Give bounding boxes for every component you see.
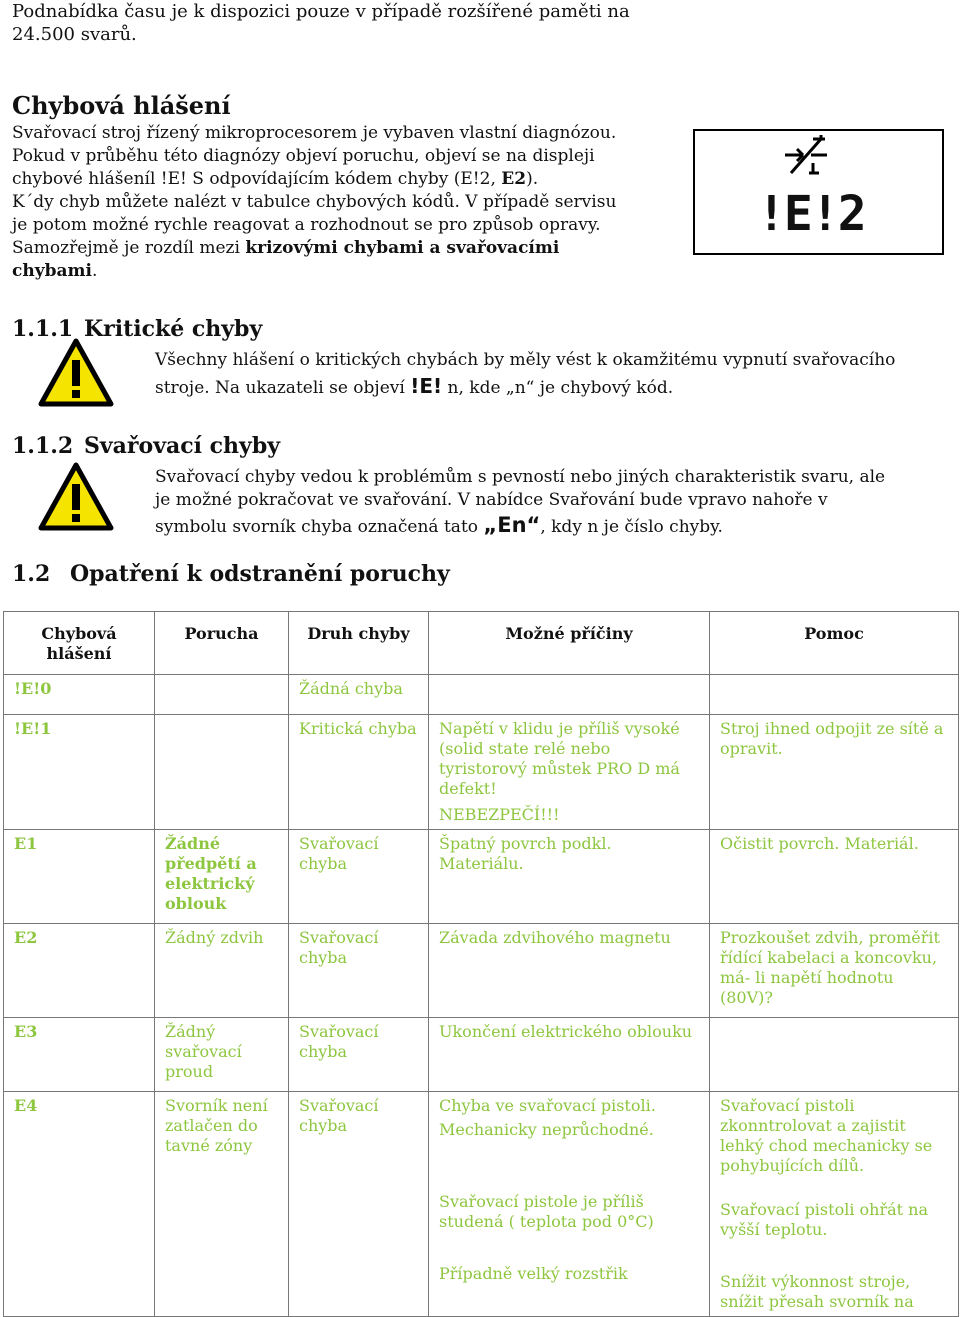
para-line — [12, 237, 624, 260]
para-bold: chybami — [12, 261, 92, 281]
fault-cell — [155, 675, 289, 715]
help-cell: Stroj ihned odpojit ze sítě a opravit. — [710, 715, 959, 830]
para-bold: krizovými chybami a svařovacími — [245, 238, 560, 258]
welding-text — [155, 466, 907, 539]
column-header: Chybová hlášení — [4, 612, 155, 675]
type-cell: Žádná chyba — [289, 675, 429, 715]
type-cell: Svařovací chyba — [289, 1018, 429, 1092]
para-line — [12, 168, 624, 191]
type-cell: Svařovací chyba — [289, 1092, 429, 1317]
cause-text: Případně velký rozstřik — [439, 1264, 628, 1283]
para-bold: E2 — [501, 169, 527, 189]
column-header: Pomoc — [710, 612, 959, 675]
table-row — [4, 924, 959, 1018]
fault-cell: Žádný zdvih — [155, 924, 289, 1018]
heading-title: Kritické chyby — [84, 316, 263, 342]
intro-line: Podnabídka času je k dispozici pouze v případě rozšířené paměti na — [12, 1, 630, 22]
section-title: Chybová hlášení — [12, 91, 231, 120]
note-line — [155, 514, 907, 539]
para-line: K´dy chyb můžete nalézt v tabulce chybových kódů. V případě servisu — [12, 192, 617, 212]
help-text: Svařovací pistoli zkonntrolovat a zajistit lehký chod mechanicky se pohybujících dílů. — [720, 1096, 933, 1175]
cause-cell — [429, 1092, 710, 1317]
remedy-heading — [12, 561, 450, 587]
welding-heading — [12, 433, 280, 459]
column-header: Porucha — [155, 612, 289, 675]
fault-cell: Svorník není zatlačen do tavné zóny — [155, 1092, 289, 1317]
note-text: stroje. Na ukazateli se objeví — [155, 378, 411, 398]
heading-number: 1.1.2 — [12, 433, 74, 459]
cause-cell — [429, 715, 710, 830]
fault-cell — [155, 715, 289, 830]
cause-text: Chyba ve svařovací pistoli. — [439, 1096, 656, 1115]
cause-text: Mechanicky neprůchodné. — [439, 1120, 654, 1139]
note-line: Svařovací chyby vedou k problémům s pevností nebo jiných charakteristik svaru, ale — [155, 467, 886, 487]
note-line: je možné pokračovat ve svařování. V nabídce Svařování bude vpravo nahoře v — [155, 490, 828, 510]
cause-text: Svařovací pistole je příliš studená ( teplota pod 0°C) — [439, 1192, 654, 1231]
help-cell — [710, 1092, 959, 1317]
error-table — [3, 611, 959, 1317]
para-line: je potom možné rychle reagovat a rozhodnout se pro způsob opravy. — [12, 215, 601, 235]
heading-number: 1.1.1 — [12, 316, 74, 342]
warning-icon — [38, 462, 114, 532]
help-text: Svařovací pistoli ohřát na vyšší teplotu. — [720, 1200, 928, 1239]
fault-cell — [155, 830, 289, 924]
help-cell: Prozkoušet zdvih, proměřit řídící kabelaci a koncovku, má- li napětí hodnotu (80V)? — [710, 924, 959, 1018]
para-line: Svařovací stroj řízený mikroprocesorem je vybaven vlastní diagnózou. — [12, 123, 617, 143]
error-display — [693, 129, 944, 255]
help-cell — [710, 675, 959, 715]
cause-cell: Ukončení elektrického oblouku — [429, 1018, 710, 1092]
critical-text — [155, 349, 915, 400]
table-row — [4, 1092, 959, 1317]
type-cell: Svařovací chyba — [289, 830, 429, 924]
cause-cell — [429, 675, 710, 715]
para-text: chybové hlášeníl !E! S odpovídajícím kódem chyby (E!2, — [12, 169, 502, 189]
table-header-row — [4, 612, 959, 675]
error-code-cell: E3 — [4, 1018, 155, 1092]
table-row — [4, 675, 959, 715]
note-text: n, kde „n“ je chybový kód. — [442, 378, 674, 398]
cause-text: Napětí v klidu je příliš vysoké (solid state relé nebo tyristorový můstek PRO D má defekt! — [439, 719, 680, 798]
error-code-readout: !E!2 — [757, 186, 865, 242]
warning-icon — [38, 338, 114, 408]
weld-stud-icon — [783, 133, 831, 183]
error-code-cell: !E!0 — [4, 675, 155, 715]
error-code-cell: E4 — [4, 1092, 155, 1317]
note-line — [155, 375, 915, 400]
para-line: Pokud v průběhu této diagnózy objeví poruchu, objeví se na displeji — [12, 146, 595, 166]
help-cell — [710, 1018, 959, 1092]
intro-line: 24.500 svarů. — [12, 24, 137, 45]
para-line — [12, 260, 624, 283]
help-text: Snížit výkonnost stroje, snížit přesah svorník na — [720, 1272, 914, 1311]
note-text: symbolu svorník chyba označená tato — [155, 517, 484, 537]
heading-title: Svařovací chyby — [84, 433, 280, 459]
note-bold: „En“ — [483, 513, 541, 537]
help-cell: Očistit povrch. Materiál. — [710, 830, 959, 924]
heading-title: Opatření k odstranění poruchy — [70, 561, 450, 587]
fault-cell: Žádný svařovací proud — [155, 1018, 289, 1092]
column-header: Druh chyby — [289, 612, 429, 675]
cause-text: NEBEZPEČÍ!!! — [439, 805, 560, 824]
error-code-cell: !E!1 — [4, 715, 155, 830]
para-text: ). — [526, 169, 539, 189]
para-text: Samozřejmě je rozdíl mezi — [12, 238, 246, 258]
type-cell: Kritická chyba — [289, 715, 429, 830]
intro-text — [12, 0, 652, 46]
table-row — [4, 830, 959, 924]
note-line: Všechny hlášení o kritických chybách by měly vést k okamžitému vypnutí svařovacího — [155, 350, 896, 370]
note-bold: !E! — [410, 374, 443, 398]
para-text: . — [91, 261, 98, 281]
type-cell: Svařovací chyba — [289, 924, 429, 1018]
cause-cell: Závada zdvihového magnetu — [429, 924, 710, 1018]
section-paragraph — [12, 122, 624, 283]
table-row — [4, 1018, 959, 1092]
error-code-cell: E1 — [4, 830, 155, 924]
table-row — [4, 715, 959, 830]
heading-number: 1.2 — [12, 561, 51, 587]
error-code-cell: E2 — [4, 924, 155, 1018]
column-header: Možné příčiny — [429, 612, 710, 675]
cause-cell: Špatný povrch podkl. Materiálu. — [429, 830, 710, 924]
fault-text: Žádné předpětí a elektrický oblouk — [165, 834, 257, 913]
note-text: , kdy n je číslo chyby. — [540, 517, 723, 537]
